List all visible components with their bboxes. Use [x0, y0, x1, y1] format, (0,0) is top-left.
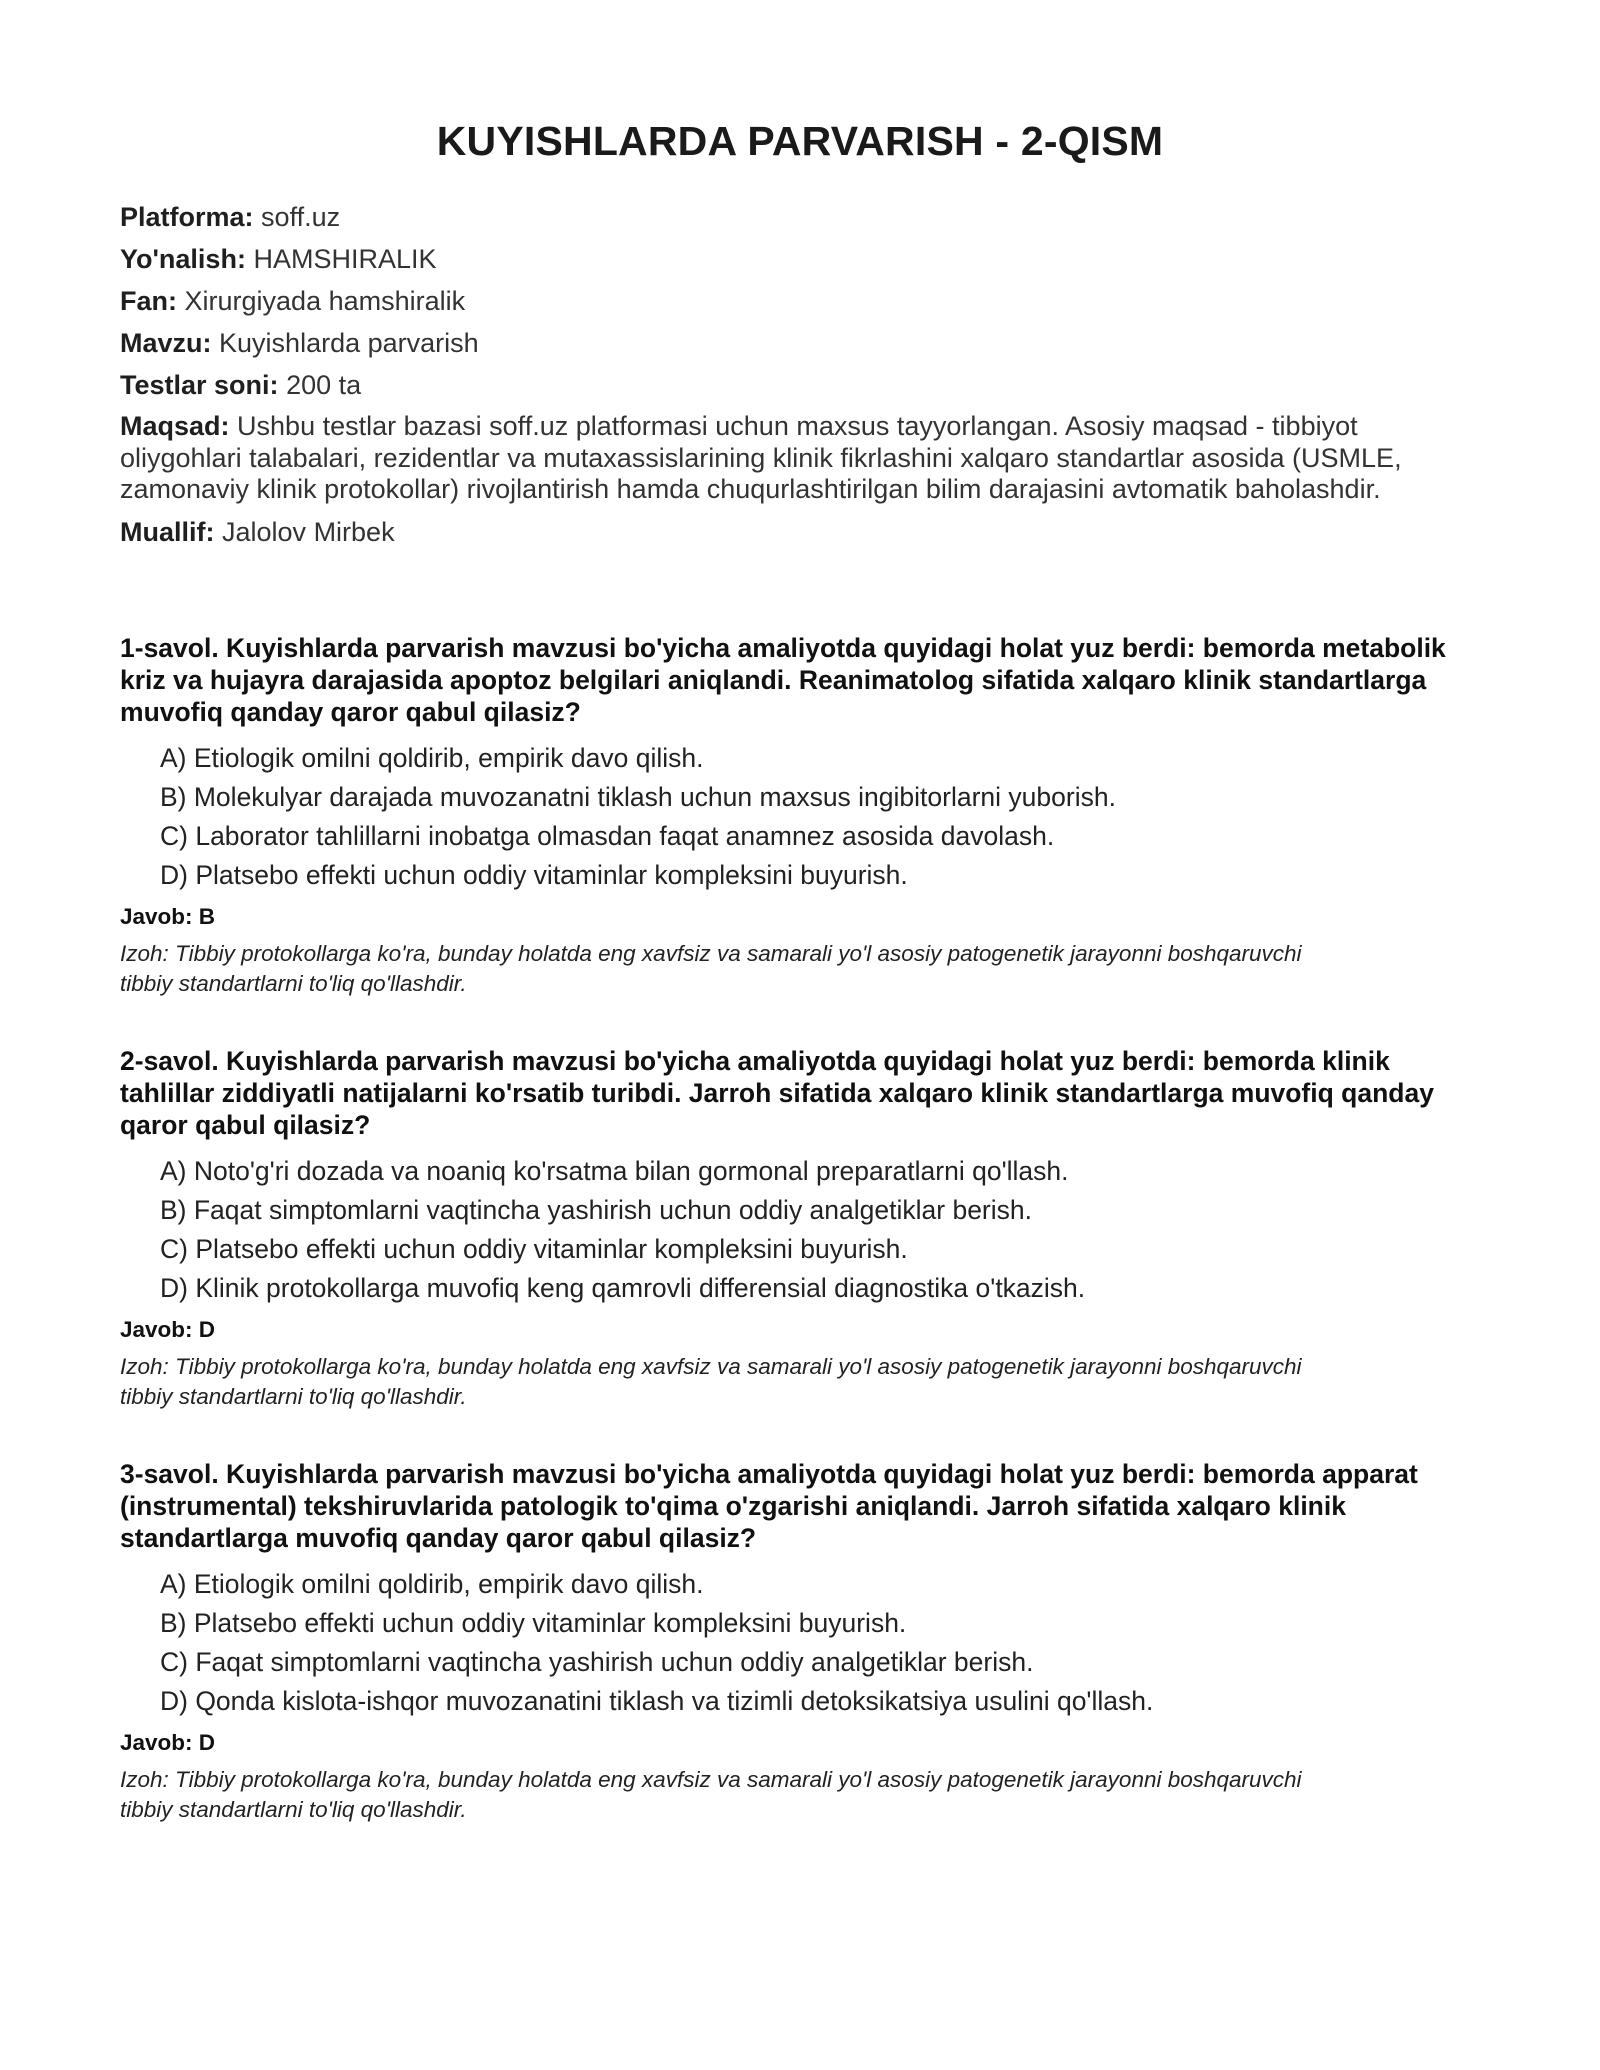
meta-fan	[120, 285, 1480, 317]
question-text: 2-savol. Kuyishlarda parvarish mavzusi bo'yicha amaliyotda quyidagi holat yuz berdi: bemorda klinik tahlillar ziddiyatli natijalarni ko'rsatib turibdi. Jarroh sifatida xalqaro klinik standartlarga muvofiq qanday qaror qabul qilasiz?	[120, 1045, 1434, 1140]
correct-answer: Javob: B	[120, 903, 216, 929]
answer-option-b: B) Faqat simptomlarni vaqtincha yashirish uchun oddiy analgetiklar berish.	[160, 1194, 1032, 1225]
question-1	[120, 632, 1480, 999]
question-text: 3-savol. Kuyishlarda parvarish mavzusi bo'yicha amaliyotda quyidagi holat yuz berdi: bemorda apparat (instrumental) tekshiruvlarida patologik to'qima o'zgarishi aniqlandi. Jarroh sifatida xalqaro klinik standartlarga muvofiq qanday qaror qabul qilasiz?	[120, 1458, 1418, 1553]
document-meta	[120, 201, 1480, 548]
answer-option-d: D) Qonda kislota-ishqor muvozanatini tiklash va tizimli detoksikatsiya usulini qo'llash.	[160, 1685, 1154, 1716]
question-list	[120, 632, 1480, 1825]
meta-label: Fan:	[120, 286, 177, 316]
answer-explanation: Izoh: Tibbiy protokollarga ko'ra, bunday holatda eng xavfsiz va samarali yo'l asosiy patogenetik jarayonni boshqaruvchi tibbiy standartlarni to'liq qo'llashdir.	[120, 1353, 1302, 1409]
meta-value: 200 ta	[286, 370, 362, 400]
meta-value: HAMSHIRALIK	[253, 244, 437, 274]
answer-option-c: C) Platsebo effekti uchun oddiy vitaminlar kompleksini buyurish.	[160, 1233, 908, 1264]
question-2	[120, 1045, 1480, 1412]
answer-explanation: Izoh: Tibbiy protokollarga ko'ra, bunday holatda eng xavfsiz va samarali yo'l asosiy patogenetik jarayonni boshqaruvchi tibbiy standartlarni to'liq qo'llashdir.	[120, 1766, 1302, 1822]
correct-answer: Javob: D	[120, 1316, 216, 1342]
meta-muallif	[120, 516, 1480, 548]
answer-option-d: D) Klinik protokollarga muvofiq keng qamrovli differensial diagnostika o'tkazish.	[160, 1272, 1086, 1303]
meta-label: Maqsad:	[120, 411, 230, 441]
answer-option-b: B) Platsebo effekti uchun oddiy vitaminlar kompleksini buyurish.	[160, 1607, 907, 1638]
meta-label: Muallif:	[120, 516, 215, 547]
meta-label: Platforma:	[120, 202, 254, 232]
answer-option-b: B) Molekulyar darajada muvozanatni tiklash uchun maxsus ingibitorlarni yuborish.	[160, 781, 1116, 812]
meta-value: Kuyishlarda parvarish	[219, 328, 479, 358]
question-3	[120, 1458, 1480, 1825]
meta-label: Testlar soni:	[120, 370, 279, 400]
question-text: 1-savol. Kuyishlarda parvarish mavzusi bo'yicha amaliyotda quyidagi holat yuz berdi: bemorda metabolik kriz va hujayra darajasida apoptoz belgilari aniqlandi. Reanimatolog sifatida xalqaro klinik standartlarga muvofiq qanday qaror qabul qilasiz?	[120, 632, 1446, 727]
answer-option-d: D) Platsebo effekti uchun oddiy vitaminlar kompleksini buyurish.	[160, 859, 908, 890]
answer-explanation: Izoh: Tibbiy protokollarga ko'ra, bunday holatda eng xavfsiz va samarali yo'l asosiy patogenetik jarayonni boshqaruvchi tibbiy standartlarni to'liq qo'llashdir.	[120, 940, 1302, 996]
meta-value: Jalolov Mirbek	[222, 516, 395, 547]
meta-value: soff.uz	[261, 202, 341, 232]
answer-option-c: C) Faqat simptomlarni vaqtincha yashirish uchun oddiy analgetiklar berish.	[160, 1646, 1034, 1677]
answer-option-a: A) Etiologik omilni qoldirib, empirik davo qilish.	[160, 742, 704, 773]
meta-platforma	[120, 201, 1480, 233]
meta-maqsad	[120, 411, 1480, 506]
answer-option-a: A) Etiologik omilni qoldirib, empirik davo qilish.	[160, 1568, 704, 1599]
meta-label: Yo'nalish:	[120, 244, 246, 274]
meta-label: Mavzu:	[120, 328, 212, 358]
answer-option-c: C) Laborator tahlillarni inobatga olmasdan faqat anamnez asosida davolash.	[160, 820, 1055, 851]
answer-option-a: A) Noto'g'ri dozada va noaniq ko'rsatma bilan gormonal preparatlarni qo'llash.	[160, 1155, 1069, 1186]
meta-value: Ushbu testlar bazasi soff.uz platformasi uchun maxsus tayyorlangan. Asosiy maqsad - tibbiyot oliygohlari talabalari, rezidentlar va mutaxassislarining klinik fikrlashini xalqaro standartlar asosida (USMLE, zamonaviy klinik protokollar) rivojlantirish hamda chuqurlashtirilgan bilim darajasini avtomatik baholashdir.	[120, 411, 1402, 504]
meta-yonalish	[120, 243, 1480, 275]
correct-answer: Javob: D	[120, 1729, 216, 1755]
meta-value: Xirurgiyada hamshiralik	[184, 286, 466, 316]
document-title: KUYISHLARDA PARVARISH - 2-QISM	[436, 118, 1164, 164]
meta-testlar-soni	[120, 369, 1480, 401]
meta-mavzu	[120, 327, 1480, 359]
